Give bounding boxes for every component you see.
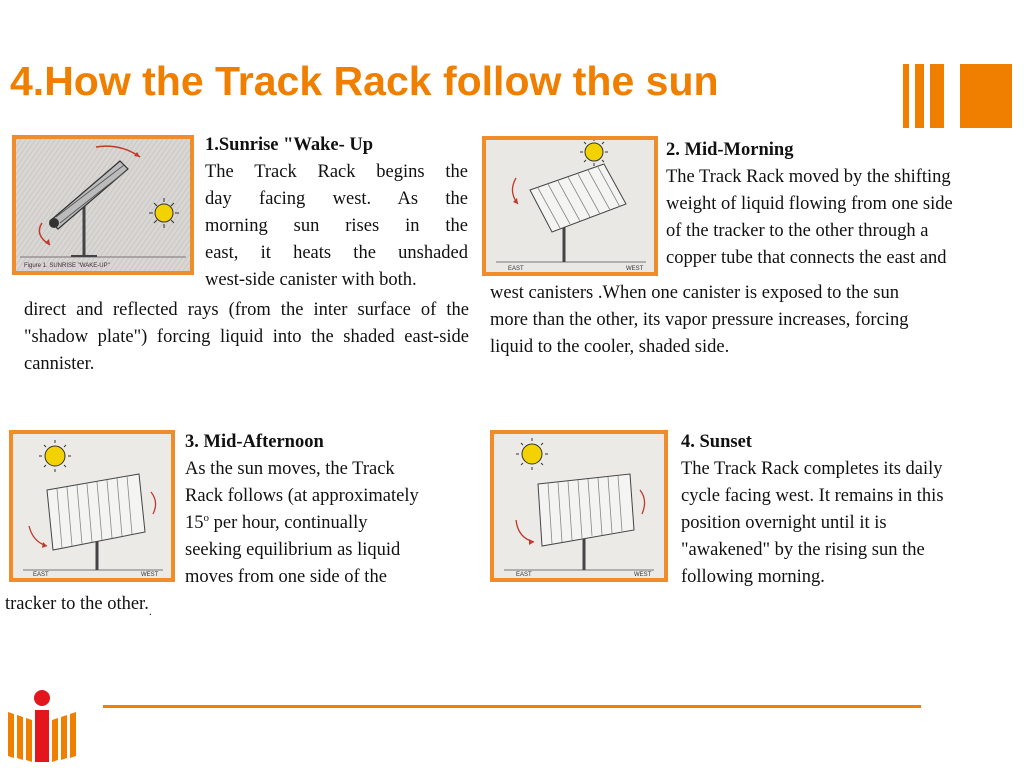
section-4-line-3: position overnight until it is (681, 513, 887, 533)
section-3-heading: 3. Mid-Afternoon (185, 432, 324, 452)
svg-text:Figure 1. SUNRISE "WAKE-UP": Figure 1. SUNRISE "WAKE-UP" (24, 263, 110, 269)
section-4-heading: 4. Sunset (681, 432, 752, 452)
section-1-line-3: morning sun rises in the (205, 216, 468, 236)
section-3-line-4: seeking equilibrium as liquid (185, 540, 401, 560)
section-4-line-1: The Track Rack completes its daily (681, 459, 943, 479)
section-4-line-5: following morning. (681, 567, 825, 587)
section-2-continuation-1: west canisters .When one canister is exposed to the sun (490, 283, 899, 303)
section-1-continuation: direct and reflected rays (from the inter surface of the "shadow plate") forcing liquid into the shaded east-side cannister. (24, 300, 469, 374)
section-2-line-3: of the tracker to the other through a (666, 221, 929, 241)
section-1-line-2: day facing west. As the (205, 189, 468, 209)
svg-text:WEST: WEST (141, 572, 159, 578)
section-2-line-4: copper tube that connects the east and (666, 248, 947, 268)
section-4-line-4: "awakened" by the rising sun the (681, 540, 925, 560)
sunset-tracker-diagram-icon (494, 434, 664, 578)
figure-mid-afternoon (9, 430, 175, 582)
figure-sunset (490, 430, 668, 582)
mid-afternoon-tracker-diagram-icon (13, 434, 171, 578)
section-2-heading: 2. Mid-Morning (666, 140, 794, 160)
slide-title: 4.How the Track Rack follow the sun (10, 58, 719, 104)
figure-mid-morning (482, 136, 658, 276)
svg-text:WEST: WEST (626, 266, 644, 272)
section-3-line-5: moves from one side of the (185, 567, 387, 587)
section-2-line-2: weight of liquid flowing from one side (666, 194, 953, 214)
section-3-continuation: tracker to the $other._.$ (5, 594, 152, 618)
svg-text:WEST: WEST (634, 572, 652, 578)
section-1-heading: 1.Sunrise "Wake- Up (205, 135, 374, 155)
section-1-line-1: The Track Rack begins the (205, 162, 468, 182)
section-2-continuation-3: liquid to the cooler, shaded side. (490, 337, 730, 357)
section-2-continuation-2: more than the other, its vapor pressure increases, forcing (490, 310, 909, 330)
section-4-line-2: cycle facing west. It remains in this (681, 486, 944, 506)
svg-text:EAST: EAST (508, 266, 524, 272)
section-2-line-1: The Track Rack moved by the shifting (666, 167, 951, 187)
sunrise-tracker-diagram-icon (16, 139, 190, 271)
footer-divider (103, 705, 921, 708)
mid-morning-tracker-diagram-icon (486, 140, 654, 272)
section-3-line-2: Rack follows (at approximately (185, 486, 419, 506)
figure-sunrise (12, 135, 194, 275)
section-3-line-1: As the sun moves, the Track (185, 459, 395, 479)
reading-person-logo-icon (6, 688, 76, 764)
svg-text:EAST: EAST (33, 572, 49, 578)
orange-bars-decoration-icon (903, 64, 1013, 130)
section-1-line-4: east, it heats the unshaded (205, 243, 468, 263)
section-1-line-5: west-side canister with both. (205, 270, 417, 290)
svg-text:EAST: EAST (516, 572, 532, 578)
section-3-line-3: 15$^o$ per hour, continually (185, 511, 368, 533)
